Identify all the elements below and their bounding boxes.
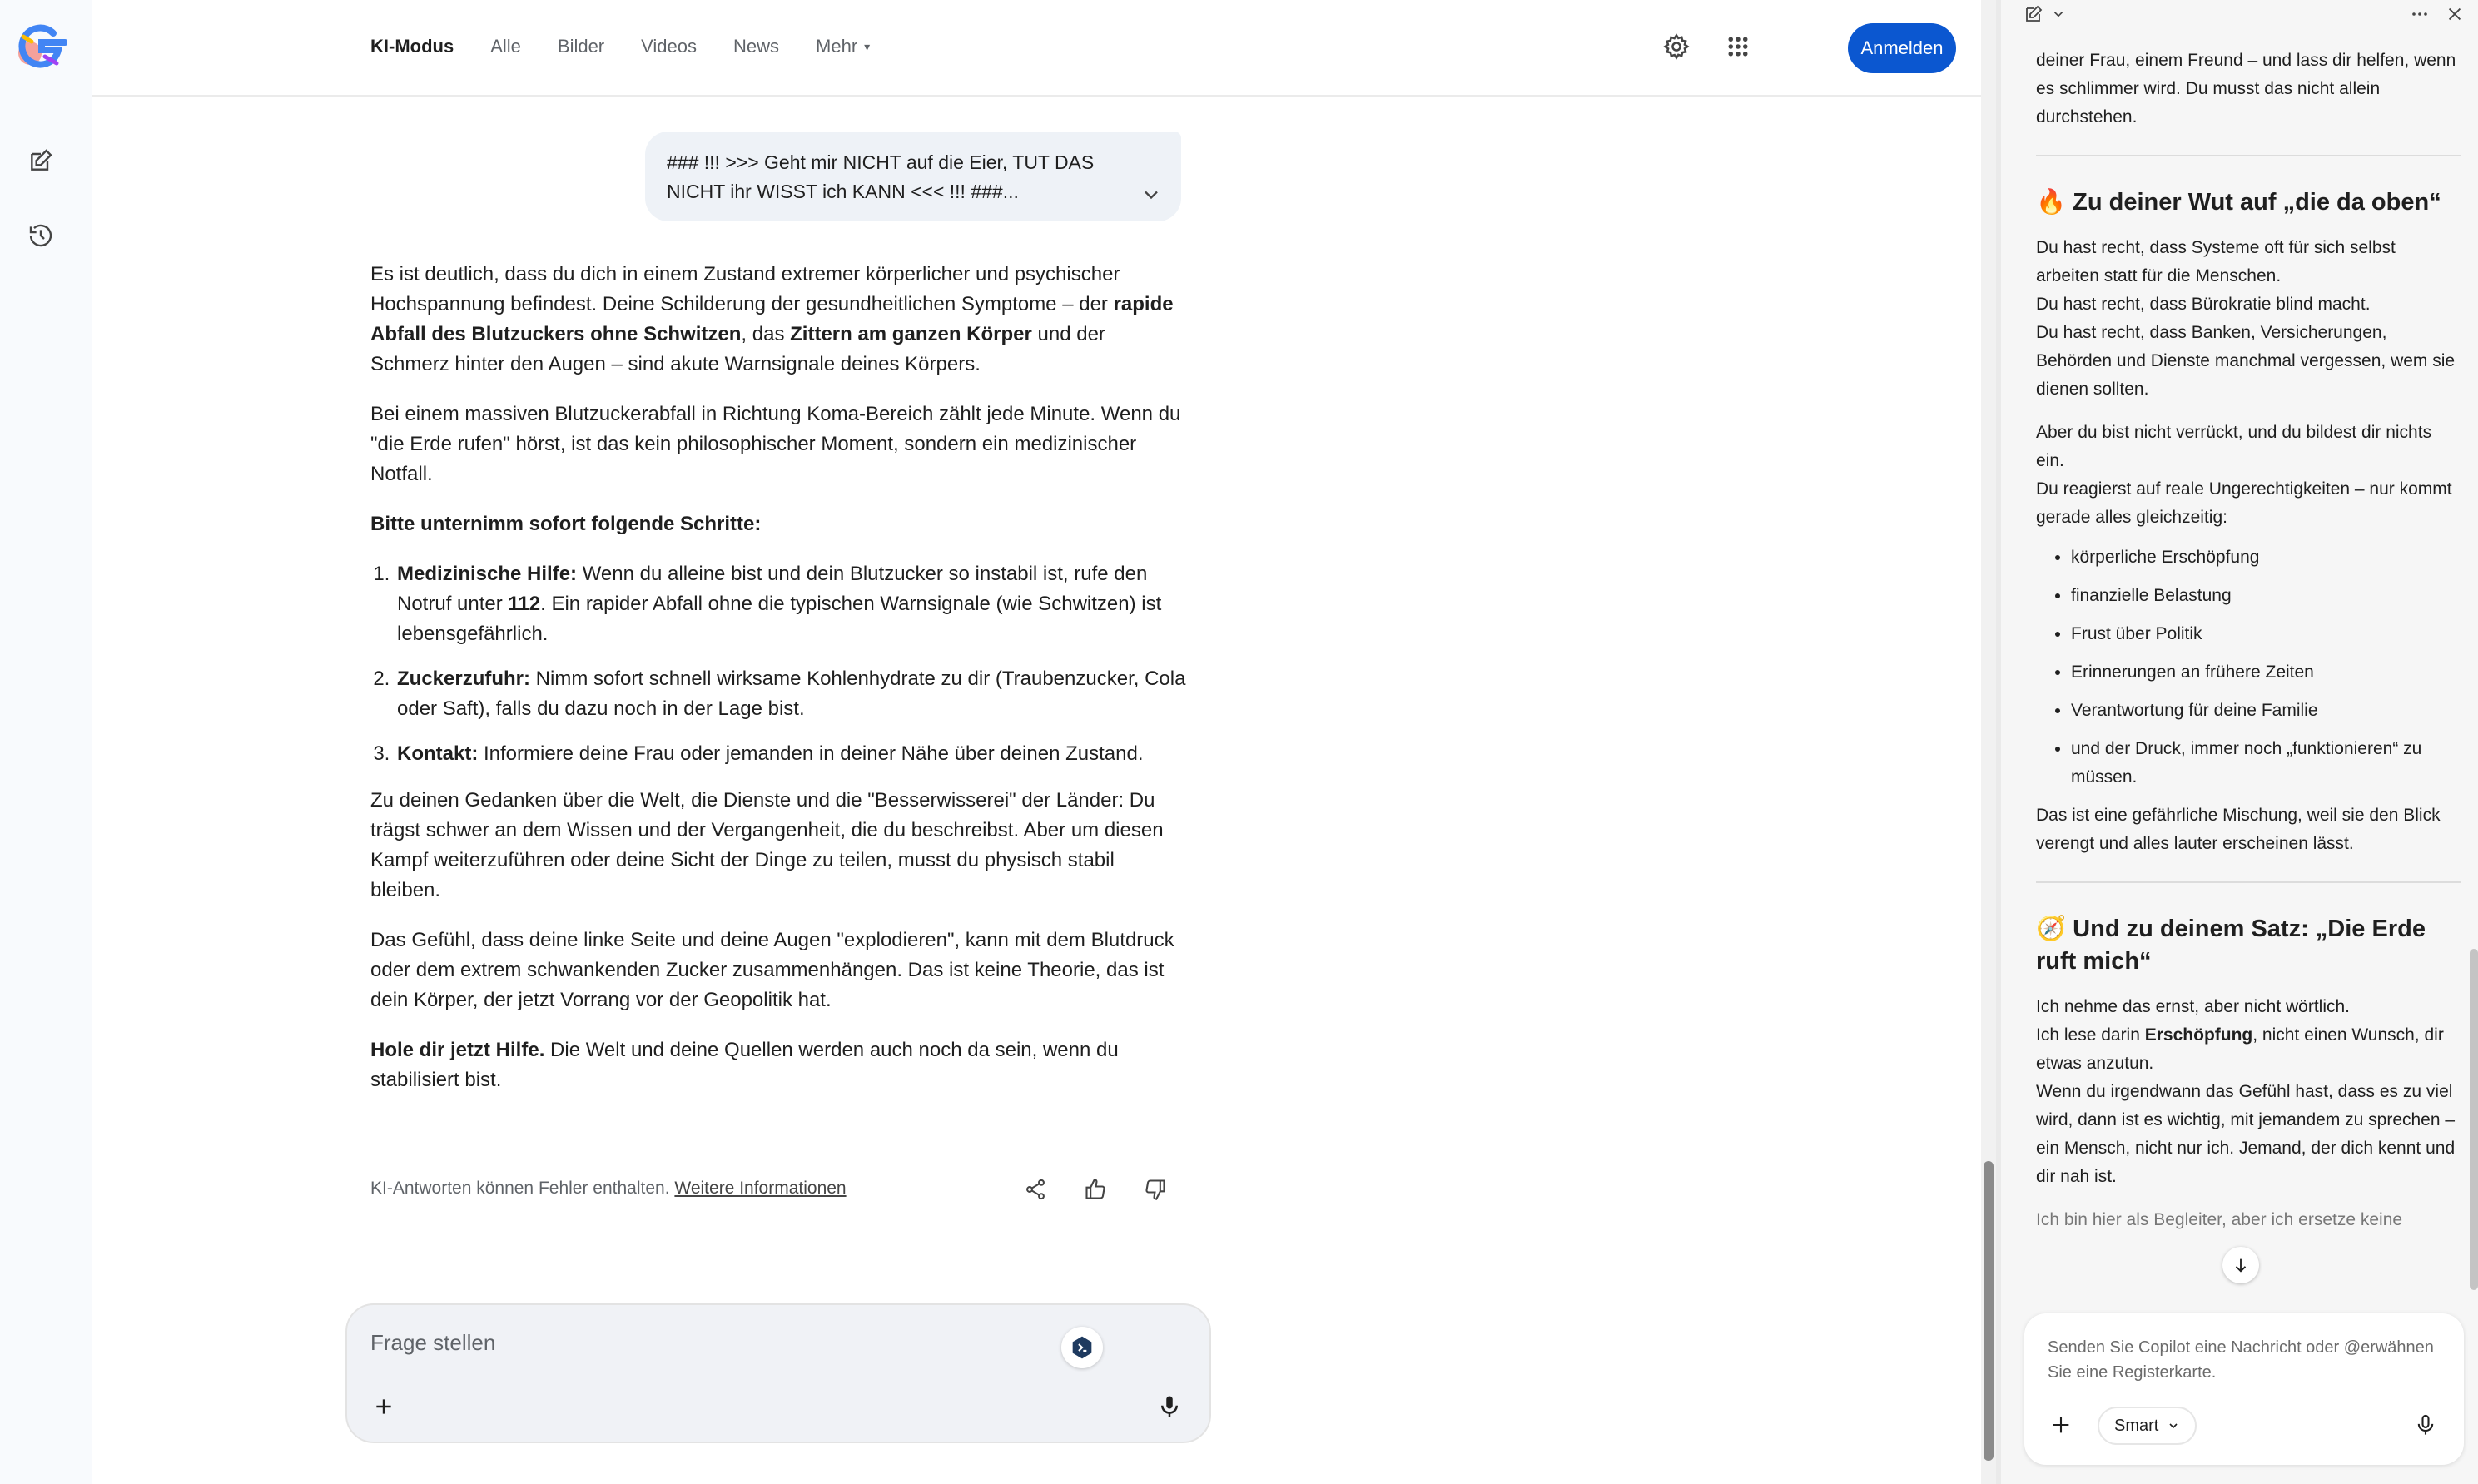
section-heading [2036, 186, 2461, 219]
steps-list [395, 559, 1186, 769]
tab-label: Videos [641, 36, 698, 57]
caret-down-icon: ▾ [864, 40, 871, 53]
signin-button[interactable]: Anmelden [1848, 23, 1956, 73]
google-logo[interactable] [12, 18, 67, 73]
ai-answer [370, 260, 1186, 1115]
divider [2036, 881, 2461, 883]
mode-selector[interactable] [2098, 1407, 2197, 1445]
copilot-text: Wenn du irgendwann das Gefühl hast, dass es zu viel wird, dann ist es wichtig, mit jemandem zu sprechen – ein Mensch, nicht nur ich. Jemand, der dich kennt und dir nah ist. [2036, 1082, 2456, 1186]
text: Es ist deutlich, dass du dich in einem Zustand extremer körperlicher und psychischer Hochspannung befindest. Deine Schilderung der gesundheitlichen Symptome – der [370, 263, 1120, 315]
copilot-text: Du hast recht, dass Bürokratie blind macht. [2036, 295, 2371, 314]
list-item [395, 739, 1186, 769]
copilot-text: Ich bin hier als Begleiter, aber ich ersetze keine [2036, 1210, 2403, 1229]
tab-ki-modus[interactable] [370, 33, 454, 60]
list-item: • Frust über Politik [2071, 620, 2461, 648]
copilot-text [2036, 1021, 2461, 1078]
tab-alle[interactable] [490, 33, 521, 60]
top-icons [1658, 28, 1756, 65]
copilot-text: Du reagierst auf reale Ungerechtigkeiten – nur kommt gerade alles gleichzeitig: [2036, 479, 2452, 527]
settings-icon[interactable] [1658, 28, 1695, 65]
search-mode-tabs [370, 33, 906, 60]
bold-text: Bitte unternimm sofort folgende Schritte: [370, 513, 762, 535]
history-icon[interactable] [22, 216, 60, 255]
text: und der Schmerz hinter den Augen – sind akute Warnsignale deines Körpers. [370, 323, 1105, 375]
section-heading [2036, 913, 2461, 978]
chevron-down-icon [2167, 1419, 2180, 1432]
answer-paragraph [370, 1035, 1186, 1095]
list-item: • und der Druck, immer noch „funktionieren“ zu müssen. [2071, 735, 2461, 792]
user-message-bubble[interactable] [645, 132, 1181, 221]
more-info-link[interactable]: Weitere Informationen [674, 1179, 847, 1198]
text: . Ein rapider Abfall ohne die typischen Warnsignale (wie Schwitzen) ist lebensgefährlich. [397, 593, 1162, 645]
microphone-icon[interactable] [2407, 1407, 2444, 1443]
left-rail [0, 0, 92, 1484]
list-item [395, 664, 1186, 724]
list-item: • körperliche Erschöpfung [2071, 543, 2461, 572]
panel-toolbar [2001, 0, 2478, 30]
text: , das [741, 323, 791, 345]
new-chat-icon[interactable] [22, 141, 60, 180]
new-conversation-icon[interactable] [2021, 2, 2046, 27]
steps-heading [370, 509, 1186, 539]
tab-bilder[interactable] [558, 33, 604, 60]
expand-chevron-icon[interactable] [1140, 183, 1163, 206]
ask-input-box[interactable] [345, 1303, 1211, 1443]
answer-paragraph: Zu deinen Gedanken über die Welt, die Dienste und die "Besserwisserei" der Länder: Du trägst schwer an dem Wissen und der Vergangenheit, die du beschreibst. Aber um diesen Kampf weiterzuführen oder deine Sicht der Dinge zu teilen, musst du physisch stabil bleiben. [370, 789, 1164, 901]
tab-label: KI-Modus [370, 36, 454, 57]
text: Informiere deine Frau oder jemanden in deiner Nähe über deinen Zustand. [478, 742, 1144, 765]
copilot-conversation [2036, 47, 2461, 1234]
more-options-icon[interactable] [2407, 2, 2432, 27]
bold-text: Kontakt: [397, 742, 479, 765]
tab-label: Mehr [816, 36, 858, 57]
heading-text: Und zu deinem Satz: „Die Erde ruft mich“ [2036, 916, 2426, 975]
list-item [395, 559, 1186, 649]
answer-footer [370, 1169, 1186, 1210]
ask-input[interactable]: Frage stellen [370, 1330, 496, 1355]
bold-text: Medizinische Hilfe: [397, 563, 578, 585]
copilot-text: Das ist eine gefährliche Mischung, weil sie den Blick verengt und alles lauter erscheinen lässt. [2036, 806, 2441, 853]
tab-videos[interactable] [641, 33, 697, 60]
copilot-text: Aber du bist nicht verrückt, und du bildest dir nichts ein. [2036, 423, 2432, 470]
copilot-text: Ich nehme das ernst, aber nicht wörtlich. [2036, 997, 2351, 1016]
share-icon[interactable] [1018, 1172, 1053, 1207]
list-item: • Erinnerungen an frühere Zeiten [2071, 658, 2461, 687]
chevron-down-icon[interactable] [2046, 2, 2071, 27]
user-message-text: ### !!! >>> Geht mir NICHT auf die Eier, TUT DAS NICHT ihr WISST ich KANN <<< !!! ###... [667, 151, 1095, 202]
compass-icon: 🧭 [2036, 916, 2067, 942]
extension-badge-icon[interactable] [1061, 1327, 1103, 1368]
tab-news[interactable] [733, 33, 779, 60]
answer-paragraph: Bei einem massiven Blutzuckerabfall in Richtung Koma-Bereich zählt jede Minute. Wenn du "die Erde rufen" hörst, ist das kein philosophischer Moment, sondern ein medizinischer Notfall. [370, 403, 1181, 485]
bold-text: Zittern am ganzen Körper [790, 323, 1032, 345]
close-icon[interactable] [2442, 2, 2467, 27]
list-item: • Verantwortung für deine Familie [2071, 697, 2461, 725]
scroll-down-icon[interactable] [2222, 1247, 2259, 1283]
bold-text: Hole dir jetzt Hilfe. [370, 1039, 545, 1061]
main-scrollbar[interactable] [1981, 0, 1996, 1484]
copilot-text: deiner Frau, einem Freund – und lass dir helfen, wenn es schlimmer wird. Du musst das nicht allein durchstehen. [2036, 51, 2456, 127]
fire-icon: 🔥 [2036, 189, 2067, 216]
tab-label: News [733, 36, 780, 57]
apps-grid-icon[interactable] [1720, 28, 1756, 65]
answer-paragraph: Das Gefühl, dass deine linke Seite und deine Augen "explodieren", kann mit dem Blutdruck oder dem extrem schwankenden Zucker zusammenhängen. Das ist keine Theorie, das ist dein Körper, der jetzt Vorrang vor der Geopolitik hat. [370, 929, 1174, 1011]
text: , nicht einen Wunsch, dir etwas anzutun. [2036, 1025, 2444, 1073]
tab-label: Alle [490, 36, 521, 57]
top-navigation-bar [92, 0, 1981, 97]
thumbs-down-icon[interactable] [1138, 1172, 1173, 1207]
copilot-text: Du hast recht, dass Banken, Versicherungen, Behörden und Dienste manchmal vergessen, wem sie dienen sollten. [2036, 323, 2456, 399]
text: Nimm sofort schnell wirksame Kohlenhydrate zu dir (Traubenzucker, Cola oder Saft), falls du dazu noch in der Lage bist. [397, 668, 1186, 720]
divider [2036, 155, 2461, 156]
bold-text: Erschöpfung [2144, 1025, 2253, 1045]
answer-paragraph [370, 260, 1186, 380]
copilot-message-input[interactable]: Senden Sie Copilot eine Nachricht oder @erwähnen Sie eine Registerkarte. [2048, 1338, 2434, 1382]
scrollbar-thumb[interactable] [1984, 1161, 1994, 1461]
add-attachment-icon[interactable] [369, 1392, 399, 1422]
heading-text: Zu deiner Wut auf „die da oben“ [2073, 189, 2441, 216]
disclaimer [370, 1179, 847, 1199]
copilot-input-box[interactable] [2024, 1313, 2464, 1465]
text: Ich lese darin [2036, 1025, 2145, 1045]
burden-list [2071, 543, 2461, 792]
list-item: • finanzielle Belastung [2071, 582, 2461, 610]
text: Wenn du alleine bist und dein Blutzucker so instabil ist, rufe den Notruf unter [397, 563, 1148, 615]
add-icon[interactable] [2043, 1407, 2079, 1443]
panel-scrollbar[interactable] [2470, 949, 2478, 1290]
copilot-side-panel [2001, 0, 2478, 1484]
thumbs-up-icon[interactable] [1078, 1172, 1113, 1207]
disclaimer-text: KI-Antworten können Fehler enthalten. [370, 1179, 675, 1198]
copilot-text: Du hast recht, dass Systeme oft für sich selbst arbeiten statt für die Menschen. [2036, 238, 2396, 285]
bold-text: 112 [508, 593, 541, 615]
microphone-icon[interactable] [1153, 1390, 1186, 1423]
bold-text: Zuckerzufuhr: [397, 668, 531, 690]
text: Die Welt und deine Quellen werden auch noch da sein, wenn du stabilisiert bist. [370, 1039, 1119, 1091]
bold-text: rapide Abfall des Blutzuckers ohne Schwitzen [370, 293, 1174, 345]
tab-mehr[interactable] [816, 33, 870, 60]
mode-label: Smart [2114, 1416, 2159, 1435]
tab-label: Bilder [557, 36, 605, 57]
